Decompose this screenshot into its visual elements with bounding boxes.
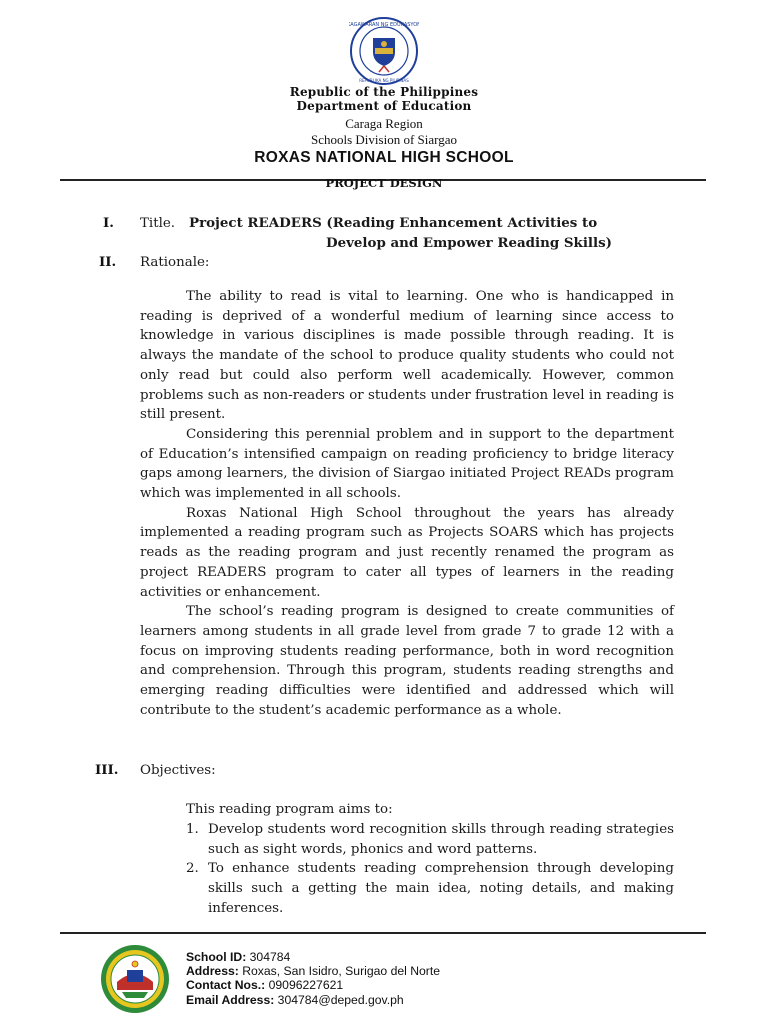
address-label: Address: — [186, 964, 239, 979]
list-item-text: To enhance students reading comprehension through developing skills such a getting the main idea, noting details, and making inferences. — [208, 861, 674, 916]
rationale-label: Rationale: — [140, 255, 210, 270]
school-logo — [100, 944, 170, 1014]
school-id-label: School ID: — [186, 950, 247, 964]
rationale-paragraph-4: The school’s reading program is designed to create communities of learners among students in all grade level from grade 7 to grade 12 with a focus on improving students reading performance, both in word recognition and comprehension. Through this program, students reading strengths and emerging reading difficulties were identified and addressed which will contribute to the student’s academic performance as a whole. — [140, 604, 674, 718]
footer-email — [186, 993, 440, 1007]
footer-address — [186, 964, 440, 978]
footer-divider — [60, 932, 706, 934]
header-division: Schools Division of Siargao — [310, 132, 457, 147]
seal-text-bottom: REPUBLIKA NG PILIPINAS — [359, 78, 409, 83]
list-item-number: 2. — [186, 861, 199, 877]
contact-value: 09096227621 — [268, 978, 344, 993]
email-label: Email Address: — [186, 992, 275, 1007]
section-title-label: Title. — [140, 216, 176, 231]
list-item — [186, 859, 674, 918]
objectives-list — [186, 820, 674, 919]
email-value[interactable]: 304784@deped.gov.ph — [277, 992, 404, 1007]
footer-contact — [186, 978, 440, 992]
project-title-line2: Develop and Empower Reading Skills) — [326, 235, 612, 251]
rationale-paragraph-2: Considering this perennial problem and in support to the department of Education’s intensified campaign on reading proficiency to bridge literacy gaps among learners, the division of Siargao initiated Project READs program which was implemented in all schools. — [140, 426, 674, 502]
rationale-paragraph-1: The ability to read is vital to learning. One who is handicapped in reading is deprived of a wonderful medium of learning since access to knowledge in various disciplines is made possible through reading. It is always the mandate of the school to produce quality students who could not only read but could also perform well academically. However, common problems such as non-readers or students under frustration level in reading is still present. — [140, 289, 674, 423]
section-numeral-ii: II. — [99, 254, 117, 270]
header-republic: Republic of the Philippines — [289, 85, 479, 99]
list-item-number: 1. — [186, 822, 199, 837]
rationale-paragraph-3: Roxas National High School throughout the years has already implemented a reading program such as Projects SOARS which has projects reads as the reading program and just recently renamed the program as project READERS program to cater all types of learners in the reading activities or enhancement. — [140, 505, 674, 600]
section-numeral-i: I. — [103, 215, 114, 231]
seal-text-top: KAGAWARAN NG EDUKASYON — [349, 22, 419, 28]
footer-info — [186, 950, 440, 1007]
list-item-text: Develop students word recognition skills through reading strategies such as sight words, phonics and word patterns. — [208, 822, 674, 857]
header-region: Caraga Region — [345, 116, 423, 131]
address-value: Roxas, San Isidro, Surigao del Norte — [242, 964, 441, 979]
footer-school-id — [186, 950, 440, 964]
document-type: PROJECT DESIGN — [325, 176, 443, 190]
section-numeral-iii: III. — [95, 762, 119, 778]
objectives-label: Objectives: — [140, 763, 216, 778]
school-id-value: 304784 — [249, 950, 291, 964]
list-item — [186, 820, 674, 859]
school-name: ROXAS NATIONAL HIGH SCHOOL — [254, 149, 514, 166]
deped-seal — [349, 16, 419, 86]
header-department: Department of Education — [296, 99, 472, 113]
project-title-line1: Project READERS (Reading Enhancement Activities to — [189, 215, 598, 231]
rationale-body — [140, 287, 674, 720]
contact-label: Contact Nos.: — [186, 978, 266, 993]
objectives-intro: This reading program aims to: — [186, 802, 393, 817]
